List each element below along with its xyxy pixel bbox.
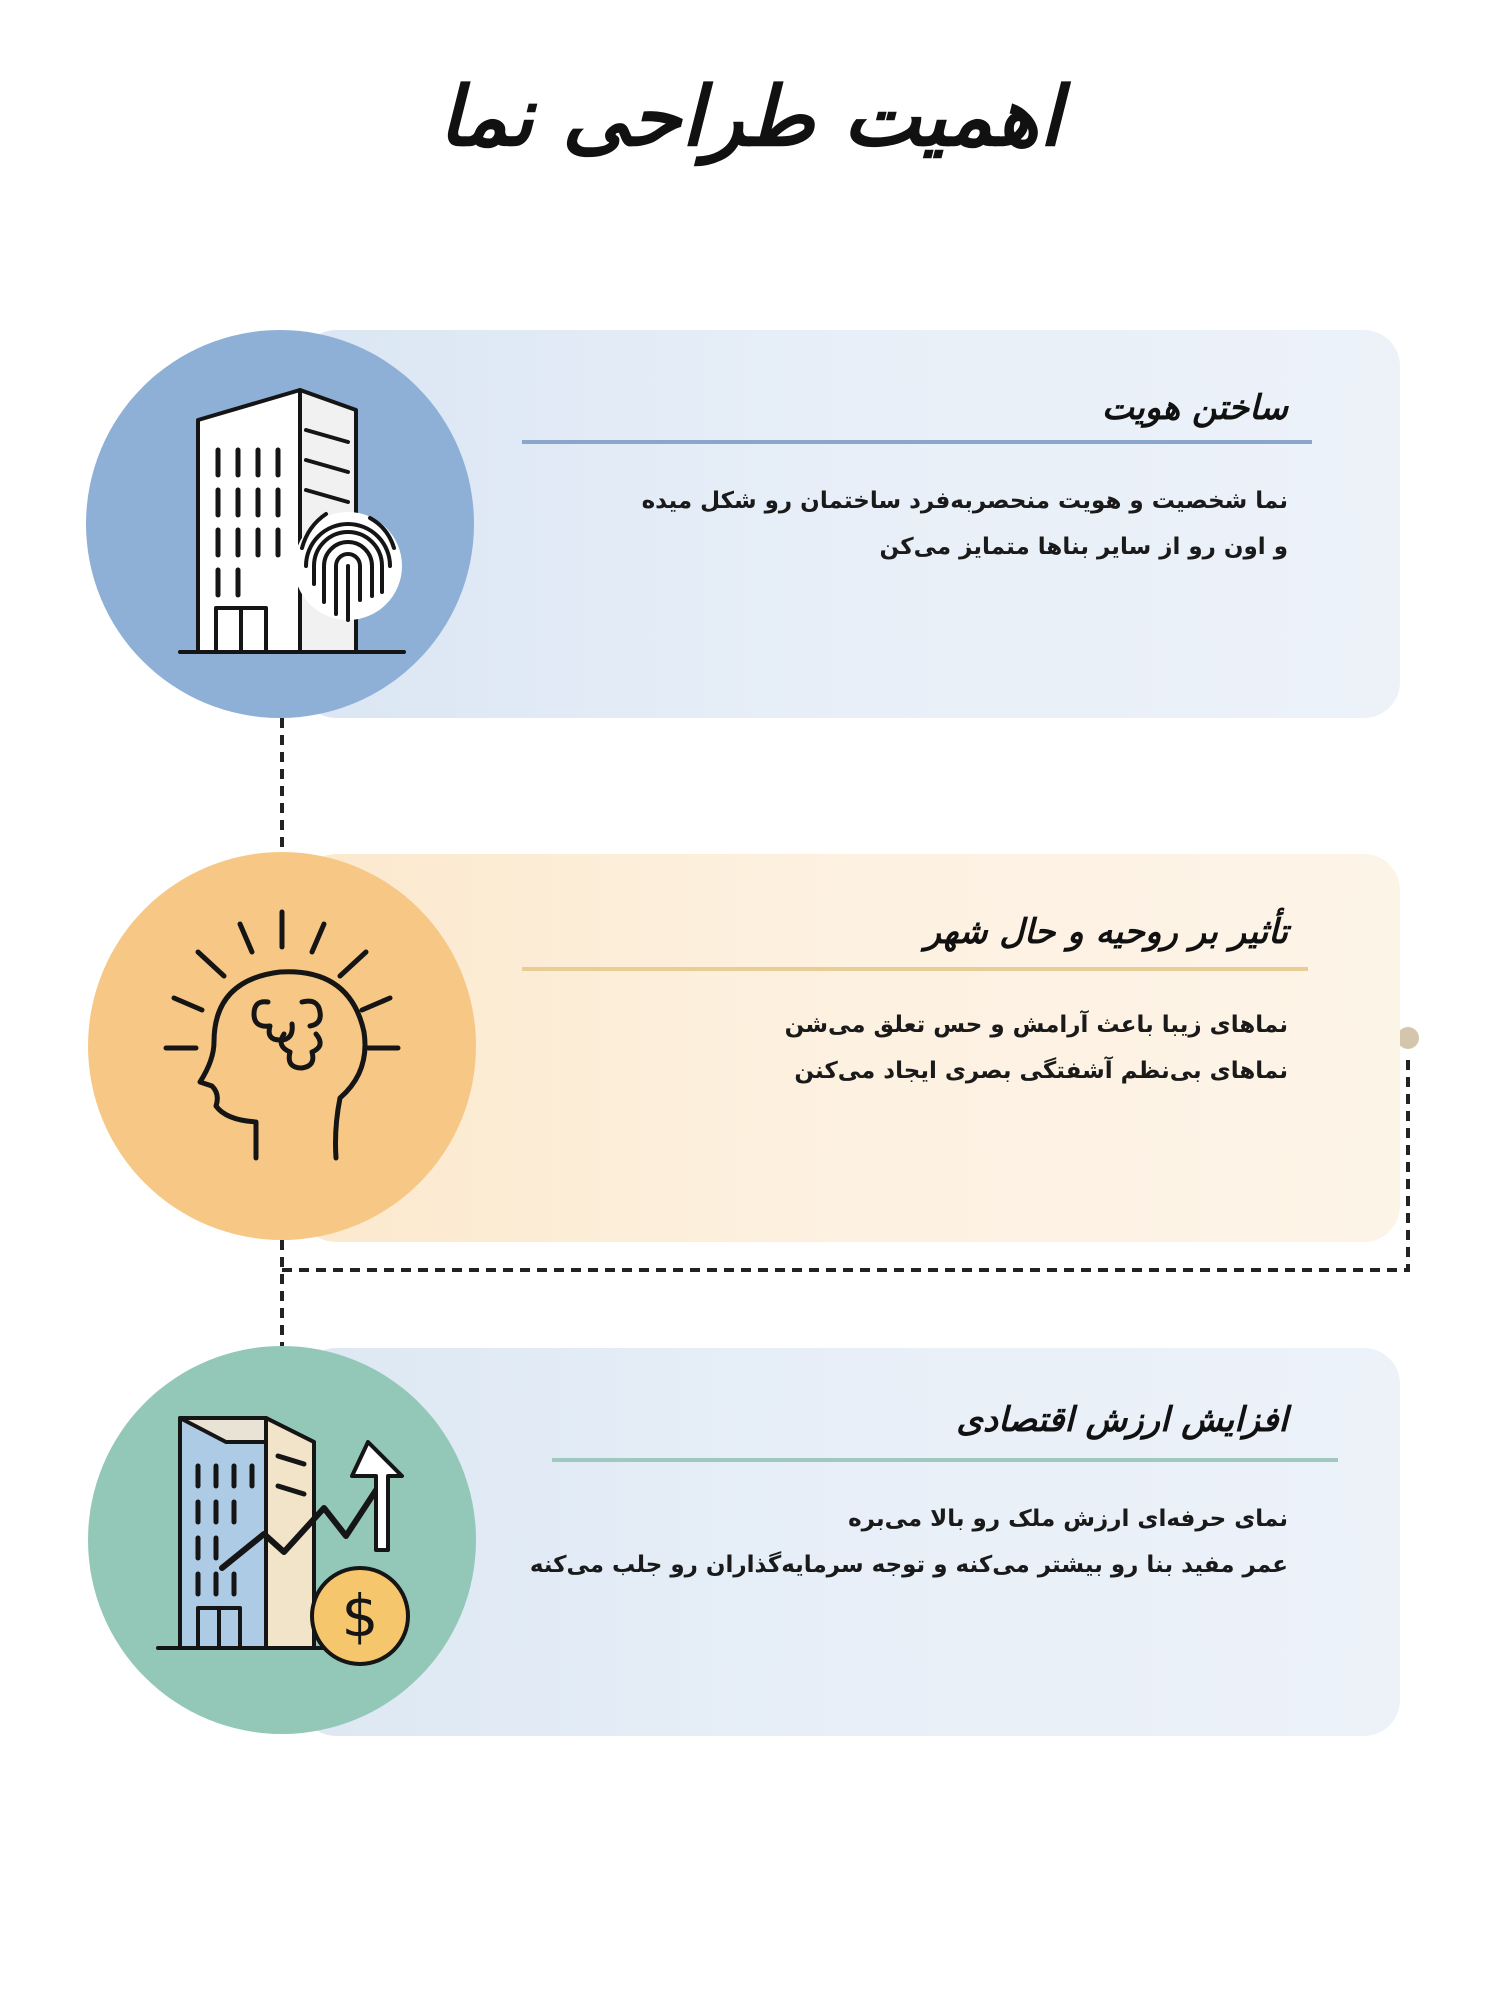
card-description	[785, 1002, 1288, 1094]
card-title: تأثیر بر روحیه و حال شهر	[924, 912, 1288, 952]
head-gears-icon	[88, 852, 476, 1240]
card-text-line: و اون رو از سایر بناها متمایز می‌کن	[879, 534, 1288, 560]
card-text-line: نماهای بی‌نظم آشفتگی بصری ایجاد می‌کنن	[794, 1058, 1288, 1084]
page-title: اهمیت طراحی نما	[438, 70, 1062, 165]
card-divider	[522, 440, 1312, 444]
building-fingerprint-icon	[86, 330, 474, 718]
card-text-line: نماهای زیبا باعث آرامش و حس تعلق می‌شن	[784, 1012, 1288, 1038]
card-description	[642, 478, 1288, 570]
building-growth-dollar-icon	[88, 1346, 476, 1734]
card-icon-circle	[88, 1346, 476, 1734]
card-title: ساختن هویت	[1101, 388, 1288, 428]
card-text-line: نما شخصیت و هویت منحصربه‌فرد ساختمان رو شکل میده	[641, 488, 1288, 514]
card-text-line: نمای حرفه‌ای ارزش ملک رو بالا می‌بره	[848, 1506, 1288, 1532]
card-icon-circle	[86, 330, 474, 718]
card-title: افزایش ارزش اقتصادی	[956, 1400, 1288, 1440]
card-description	[530, 1496, 1288, 1588]
card-icon-circle	[88, 852, 476, 1240]
card-divider	[552, 1458, 1338, 1462]
connector-dot	[1397, 1027, 1419, 1049]
card-text-line: عمر مفید بنا رو بیشتر می‌کنه و توجه سرمایه‌گذاران رو جلب می‌کنه	[529, 1552, 1288, 1578]
svg-text:$: $	[341, 1582, 379, 1650]
card-divider	[522, 967, 1308, 971]
